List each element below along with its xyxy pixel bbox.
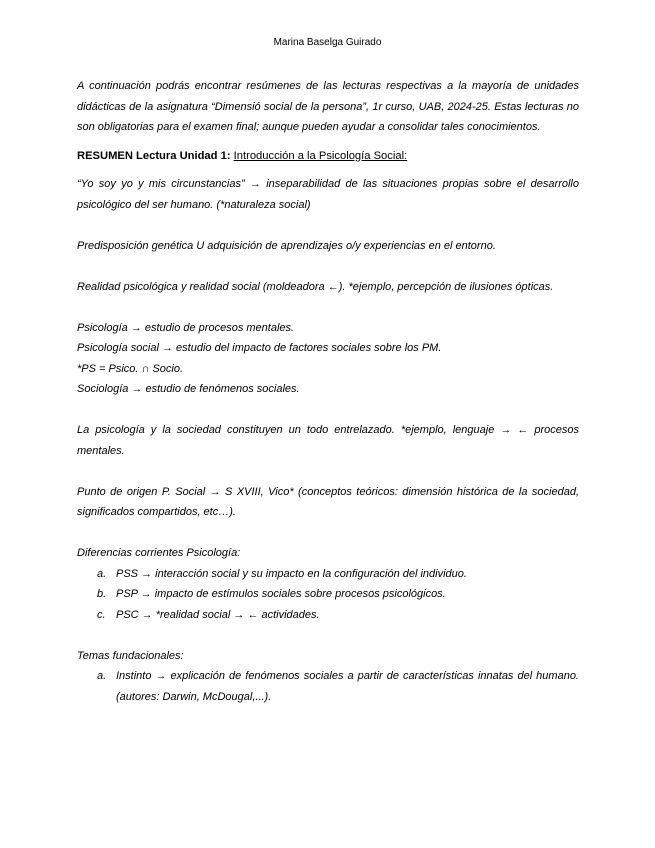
paragraph-realidad: Realidad psicológica y realidad social (moldeadora ←). *ejemplo, percepción de ilusiones ópticas. xyxy=(77,280,554,293)
list-item xyxy=(77,564,579,585)
paragraph-psicologia-social: Psicología social → estudio del impacto de factores sociales sobre los PM. xyxy=(77,342,442,354)
temas-list xyxy=(77,666,579,707)
list-item-text: PSP → impacto de estímulos sociales sobre procesos psicológicos. xyxy=(116,588,446,600)
section-heading xyxy=(77,146,579,167)
paragraph-origen: Punto de origen P. Social → S XVIII, Vico* (conceptos teóricos: dimensión histórica de la sociedad, significados compartidos, etc…). xyxy=(77,485,579,518)
heading-underlined: Introducción a la Psicología Social: xyxy=(233,149,408,162)
list-marker: a. xyxy=(97,670,107,682)
document-body xyxy=(77,76,579,707)
list-marker: c. xyxy=(97,608,106,621)
paragraph-predisposicion: Predisposición genética U adquisición de aprendizajes o/y experiencias en el entorno. xyxy=(77,239,496,252)
intro-paragraph: A continuación podrás encontrar resúmenes de las lecturas respectivas a la mayoría de unidades didácticas de la asignatura “Dimensió social de la persona”, 1r curso, UAB, 2024-25. Estas lecturas no son obligatorias para el examen final; aunque pueden ayudar a consolidar tales conocimientos. xyxy=(77,80,579,133)
list-item xyxy=(77,605,579,626)
paragraph-circunstancias: “Yo soy yo y mis circunstancias” → inseparabilidad de las situaciones propias sobre el desarrollo psicológico del ser humano. (*naturaleza social) xyxy=(77,178,579,211)
heading-bold: RESUMEN Lectura Unidad 1: xyxy=(77,149,231,162)
list-item-text: PSC → *realidad social → ← actividades. xyxy=(116,608,320,621)
paragraph-ps-formula: *PS = Psico. ∩ Socio. xyxy=(77,362,184,375)
list-marker: a. xyxy=(97,567,107,580)
temas-title: Temas fundacionales: xyxy=(77,649,184,662)
diferencias-title: Diferencias corrientes Psicología: xyxy=(77,547,241,559)
paragraph-sociologia: Sociología → estudio de fenómenos sociales. xyxy=(77,383,300,395)
paragraph-entrelazado: La psicología y la sociedad constituyen un todo entrelazado. *ejemplo, lenguaje → ← procesos mentales. xyxy=(77,424,579,457)
list-item xyxy=(77,666,579,707)
list-item-text: PSS → interacción social y su impacto en la configuración del individuo. xyxy=(116,567,467,580)
diferencias-list xyxy=(77,564,579,626)
paragraph-psicologia: Psicología → estudio de procesos mentales. xyxy=(77,321,295,334)
list-item xyxy=(77,584,579,605)
list-marker: b. xyxy=(97,588,107,600)
page-header-author: Marina Baselga Guirado xyxy=(273,37,382,48)
list-item-text: Instinto → explicación de fenómenos sociales a partir de características innatas del humano. (autores: Darwin, McDougal,...). xyxy=(116,670,579,703)
